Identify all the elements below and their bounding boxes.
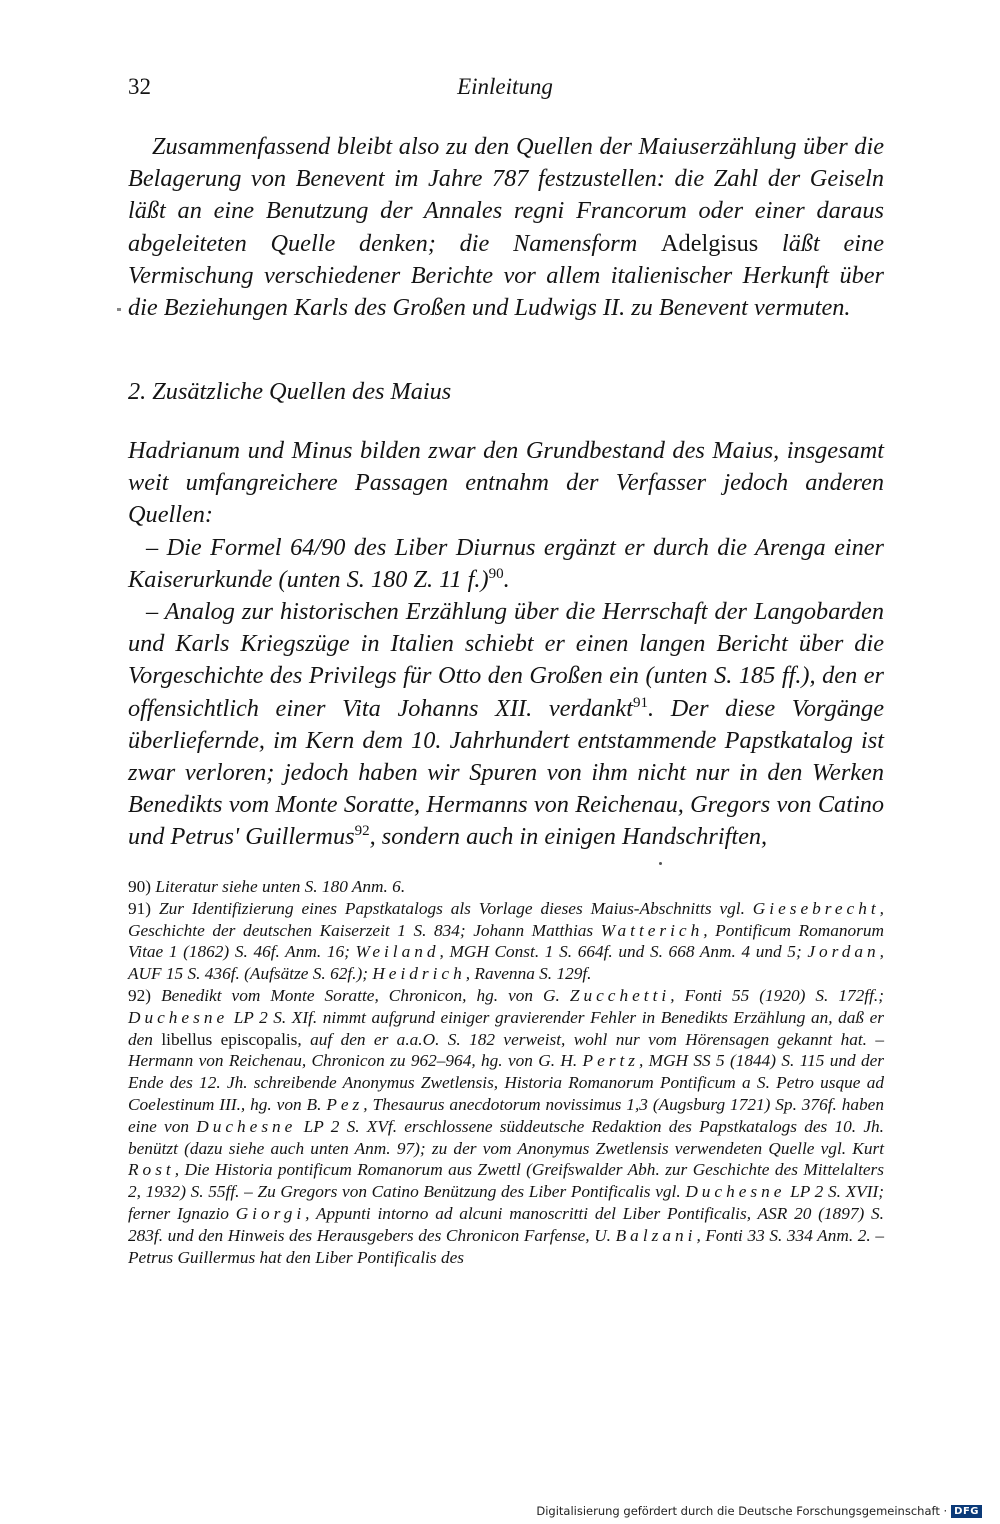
author-name: Rost xyxy=(128,1160,175,1180)
p1-text-c: läßt eine Vermischung verschiedener Berichte vor allem italienischer Herkunft über die Beziehungen Karls des Großen und Ludwigs II. zu Benevent vermuten. xyxy=(128,229,884,322)
footnote-90 xyxy=(128,876,884,898)
footnote-text: , AUF 15 S. 436f. (Aufsätze S. 62f.); xyxy=(128,942,884,984)
dfg-logo-icon: DFG xyxy=(951,1505,982,1518)
author-name: Duchesne xyxy=(128,1007,229,1027)
footnote-text: , Fonti 33 S. 334 Anm. 2. – Petrus Guillermus hat den Liber Pontificalis des xyxy=(128,1225,884,1267)
running-head: Einleitung xyxy=(457,74,553,99)
section-heading: 2. Zusätzliche Quellen des Maius xyxy=(128,378,452,405)
footnote-92 xyxy=(128,985,884,1268)
author-name: Zucchetti xyxy=(569,985,671,1005)
footnote-text: , MGH SS 5 (1844) S. 115 und der Ende des 12. Jh. schreibende Anonymus Zwetlensis, Historia Romanorum Pontificum a S. Petro usque ad Coelestinum III., hg. von B. xyxy=(128,1051,884,1114)
author-name: Duchesne xyxy=(196,1116,297,1136)
author-name: Weiland xyxy=(355,942,440,962)
footnote-text: Zur Identifizierung eines Papstkatalogs als Vorlage dieses Maius-Abschnitts vgl. xyxy=(158,898,753,918)
p1-text-a: Zusammenfassend bleibt also zu den Quellen der Maiuserzählung über die Belagerung von Benevent im Jahre 787 festzustellen: die Zahl der Geiseln läßt an eine Benutzung der Annales regni Francorum oder einer daraus abgeleiteten Quelle denken; die Namensform xyxy=(128,133,884,257)
footnote-text: Benedikt vom Monte Soratte, Chronicon, hg. von G. xyxy=(161,985,570,1005)
footnote-ref-90: 90 xyxy=(488,565,504,582)
digitization-credit xyxy=(536,1504,982,1518)
p1-upright-name: Adelgisus xyxy=(661,229,759,257)
author-name: Heidrich xyxy=(372,964,466,984)
footnote-ref-92: 92 xyxy=(354,823,370,840)
item2-text-c: , sondern auch in einigen Handschriften, xyxy=(369,823,768,851)
author-name: Balzani xyxy=(615,1225,697,1245)
footnote-91 xyxy=(128,898,884,985)
sources-intro: Hadrianum und Minus bilden zwar den Grundbestand des Maius, insgesamt weit umfangreichere Passagen entnahm der Verfasser jedoch anderen Quellen: xyxy=(128,437,884,529)
author-name: Pertz xyxy=(582,1051,640,1071)
footnote-text: , Ravenna S. 129f. xyxy=(465,964,592,984)
footnote-separator-dot xyxy=(659,862,662,865)
summary-paragraph xyxy=(128,131,884,324)
page-header xyxy=(128,74,882,106)
author-name: Giorgi xyxy=(235,1203,306,1223)
author-name: Jordan xyxy=(807,942,880,962)
footnote-text: , MGH Const. 1 S. 664f. und S. 668 Anm. 4 und 5; xyxy=(439,942,808,962)
margin-mark xyxy=(117,308,121,311)
footnote-text: , Appunti intorno ad alcuni manoscritti del Liber Pontificalis, ASR 20 (1897) S. 283f. und den Hinweis des Herausgebers des Chronicon Farfense, U. xyxy=(128,1203,885,1245)
item2-text-b: . Der diese Vorgänge überliefernde, im Kern dem 10. Jahrhundert entstammende Papstkatalog ist zwar verloren; jedoch haben wir Spuren von ihm nicht nur in den Werken Benedikts vom Monte Soratte, Hermanns von Reichenau, Gregors von Catino und Petrus' Guillermus xyxy=(128,694,884,851)
author-name: Giesebrecht xyxy=(752,898,880,918)
sources-paragraph xyxy=(128,435,884,854)
footnote-text: , Geschichte der deutschen Kaiserzeit 1 S. 834; Johann Matthias xyxy=(128,898,884,940)
footnote-text: , Die Historia pontificum Romanorum aus Zwettl (Greifswalder Abh. zur Geschichte des Mittelalters 2, 1932) S. 55ff. – Zu Gregors von Catino Benützung des Liber Pontificalis vgl. xyxy=(128,1160,884,1202)
item1-end: . xyxy=(503,565,510,593)
footnote-text: , Pontificum Romanorum Vitae 1 (1862) S. 46f. Anm. 16; xyxy=(128,920,884,962)
page-number: 32 xyxy=(128,74,151,99)
footnote-text: , Thesaurus anecdotorum novissimus 1,3 (Augsburg 1721) Sp. 376f. haben eine von xyxy=(128,1094,884,1136)
footnote-text: , auf den er a.a.O. S. 182 verweist, wohl nur vom Hörensagen gekannt hat. – Hermann von Reichenau, Chronicon zu 962–964, hg. von G. H. xyxy=(128,1029,884,1071)
upright-term: libellus episcopalis xyxy=(161,1029,298,1049)
footnote-text: Literatur siehe unten S. 180 Anm. 6. xyxy=(155,877,406,896)
author-name: Watterich xyxy=(600,920,704,940)
footnotes xyxy=(128,876,884,1268)
footnote-ref-91: 91 xyxy=(632,694,649,711)
footnote-text: LP 2 S. XIf. nimmt aufgrund einiger gravierender Fehler in Benedikts Erzählung an, daß er den xyxy=(128,1007,884,1049)
footnote-text: LP 2 S. XVII; ferner Ignazio xyxy=(128,1182,884,1223)
author-name: Pez xyxy=(326,1094,364,1114)
footnote-text: LP 2 S. XVf. erschlossene süddeutsche Redaktion des Papstkatalogs des 10. Jh. benützt (dazu siehe auch unten Anm. 97); zu der vom Anonymus Zwetlensis verwendeten Quelle vgl. Kurt xyxy=(128,1116,884,1158)
footnote-text: , Fonti 55 (1920) S. 172ff.; xyxy=(670,985,884,1005)
item1-text: – Die Formel 64/90 des Liber Diurnus ergänzt er durch die Arenga einer Kaiserurkunde (unten S. 180 Z. 11 f.) xyxy=(128,533,884,593)
item2-text-a: – Analog zur historischen Erzählung über die Herrschaft der Langobarden und Karls Kriegszüge in Italien schiebt er einen langen Bericht über die Vorgeschichte des Privilegs für Otto den Großen ein (unten S. 185 ff.), den er offensichtlich einer Vita Johanns XII. verdankt xyxy=(128,598,884,722)
credit-text: Digitalisierung gefördert durch die Deutsche Forschungsgemeinschaft · xyxy=(536,1504,948,1518)
sources-item-2 xyxy=(128,596,884,854)
author-name: Duchesne xyxy=(685,1182,786,1202)
footnote-number: 90) xyxy=(128,877,152,896)
footnote-number: 92) xyxy=(128,985,152,1005)
footnote-number: 91) xyxy=(128,898,152,918)
sources-item-1 xyxy=(128,532,884,596)
